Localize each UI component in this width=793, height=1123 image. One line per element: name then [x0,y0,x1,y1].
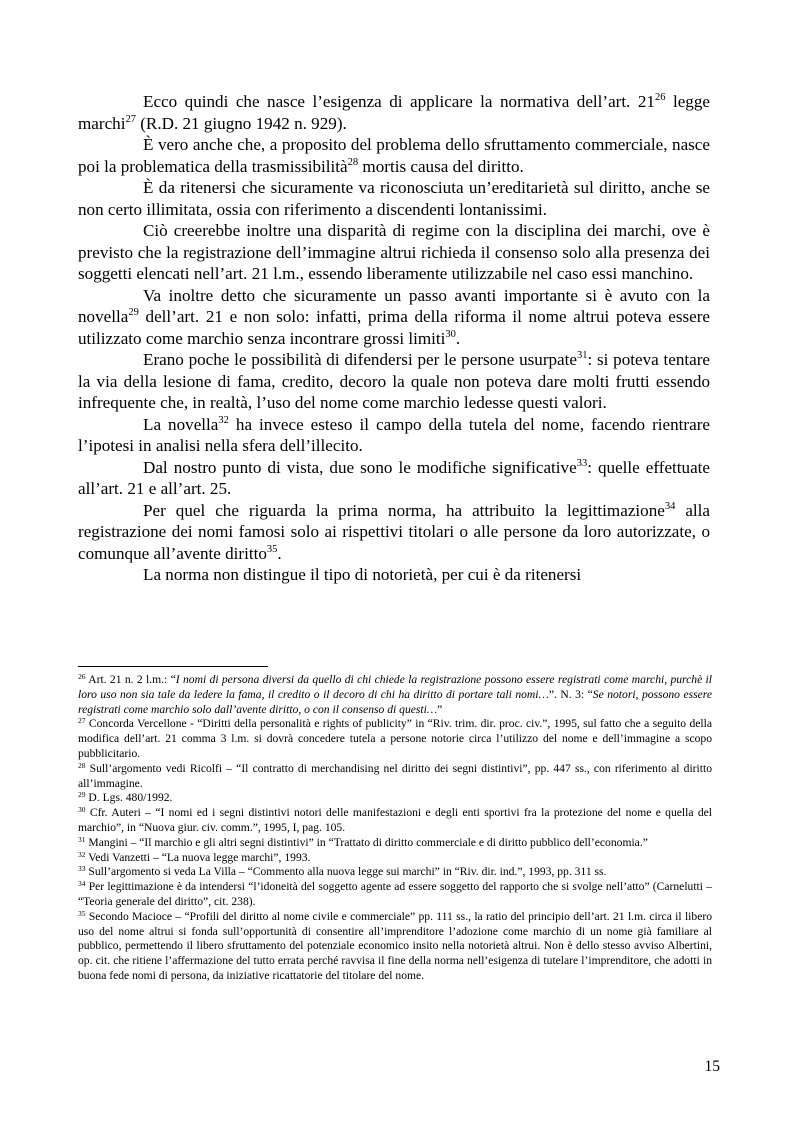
paragraph: È da ritenersi che sicuramente va riconosciuta un’ereditarietà sul diritto, anche se non certo illimitata, ossia con riferimento a discendenti lontanissimi. [78,178,710,219]
footnotes [78,673,712,984]
footnote-ref: 30 [445,328,456,340]
footnote-ref: 35 [266,543,278,555]
footnote-separator [78,666,268,667]
footnote-ref: 26 [654,92,666,103]
footnote-27: $^{27}$ Concorda Vercellone - “Diritti della personalità e rights of publicity” in “Riv. trim. dir. proc. civ.”, 1995, sul fatto che a seguito della modifica dell’art. 21 comma 3 l.m. si dovrà concedere tutela a persone notorie circa l’utilizzo del nome e dell’immagine a scopo pubblicitario. [78,716,712,760]
paragraph: Ecco quindi che nasce l’esigenza di applicare la normativa dell’art. $21^{26}$ legge marchi$^{27}$ (R.D. 21 giugno 1942 n. 929). [78,92,710,133]
paragraph: La novella$^{32}$ ha invece esteso il campo della tutela del nome, facendo rientrare l’ipotesi in analisi nella sfera dell’illecito. [78,414,710,455]
footnote-28: $^{28}$ Sull’argomento vedi Ricolfi – “Il contratto di merchandising nel diritto dei segni distintivi”, pp. 447 ss., con riferimento al diritto all’immagine. [78,760,712,790]
paragraph: Per quel che riguarda la prima norma, ha attribuito la legittimazione$^{34}$ alla registrazione dei nomi famosi solo ai rispettivi titolari o alle persone da loro autorizzate, o comunque all’avente diritto$^{35}$. [78,500,711,563]
footnote-30: $^{30}$ Cfr. Auteri – “I nomi ed i segni distintivi notori delle manifestazioni e degli enti sportivi fra la protezione del nome e quella del marchio”, in “Nuova giur. civ. comm.”, 1995, I, pag. 105. [78,805,712,834]
page-number: 15 [704,1058,720,1075]
footnote-34: $^{34}$ Per legittimazione è da intendersi “l’idoneità del soggetto agente ad essere soggetto del rapporto che si svolge nell’atto” (Carnelutti – “Teoria generale del diritto”, cit. 238). [78,879,712,908]
footnote-26: $^{26}$ Art. 21 n. 2 l.m.: “I nomi di persona diversi da quello di chi chiede la registrazione possono essere registrati come marchi, purchè il loro uso non sia tale da ledere la fama, il credito o il decoro di chi ha diritto di portare tali nomi…”. N. 3: “Se notori, possono essere registrati come marchio solo dall’avente diritto, o con il consenso di questi…” [78,672,713,716]
body-text [78,91,710,586]
footnote-35: $^{35}$ Secondo Macioce – “Profili del diritto al nome civile e commerciale” pp. 111 ss., la ratio del principio dell’art. 21 l.m. circa il libero uso del nome altrui si fonda sull’opportunità di consentire all’imprenditore l’adozione come marchio di un nome già familiare al pubblico, permettendo il libero sfruttamento del potenziale economico insito nella notorietà altrui. Non è dello stesso avviso Albertini, op. cit. che ritiene l’affermazione del tutto errata perché ravvisa il fine della norma nell’esigenza di tutelare l’imprenditore, che adotti in buona fede nomi di persona, da iniziative ricattatorie del titolare del nome. [78,908,712,982]
footnote-ref: 29 [128,307,139,318]
footnote-ref: 33 [576,457,588,469]
paragraph: Dal nostro punto di vista, due sono le modifiche significative$^{33}$: quelle effettuate all’art. 21 e all’art. 25. [78,457,711,498]
footnote-ref: 31 [576,350,588,361]
footnote-ref: 28 [347,156,359,168]
footnote-ref: 27 [125,113,136,125]
paragraph: La norma non distingue il tipo di notorietà, per cui è da ritenersi [143,565,582,584]
footnote-32: $^{32}$ Vedi Vanzetti – “La nuova legge marchi”, 1993. [78,849,311,864]
footnote-29: $^{29}$ D. Lgs. 480/1992. [78,790,173,805]
footnote-33: $^{33}$ Sull’argomento si veda La Villa – “Commento alla nuova legge sui marchi” in “Riv. dir. ind.”, 1993, pp. 311 ss. [78,864,607,879]
footnote-31: $^{31}$ Mangini – “Il marchio e gli altri segni distintivi” in “Trattato di diritto commerciale e di diritto pubblico dell’economia.” [78,834,648,849]
footnote-ref: 32 [218,414,229,426]
paragraph: È vero anche che, a proposito del problema dello sfruttamento commerciale, nasce poi la problematica della trasmissibilità$^{28}$ mortis causa del diritto. [78,135,710,176]
paragraph: Va inoltre detto che sicuramente un passo avanti importante si è avuto con la novella$^{29}$ dell’art. 21 e non solo: infatti, prima della riforma il nome altrui poteva essere utilizzato come marchio senza incontrare grossi limiti$^{30}$. [78,285,710,348]
paragraph: Ciò creerebbe inoltre una disparità di regime con la disciplina dei marchi, ove è previsto che la registrazione dell’immagine altrui richieda il consenso solo alla presenza dei soggetti elencati nell’art. 21 l.m., essendo liberamente utilizzabile nel caso essi manchino. [78,221,710,283]
paragraph: Erano poche le possibilità di difendersi per le persone usurpate$^{31}$: si poteva tentare la via della lesione di fama, credito, decoro la quale non poteva dare molti frutti essendo infrequente che, in realtà, l’uso del nome come marchio ledesse questi valori. [78,350,710,412]
footnote-ref: 34 [664,500,676,512]
